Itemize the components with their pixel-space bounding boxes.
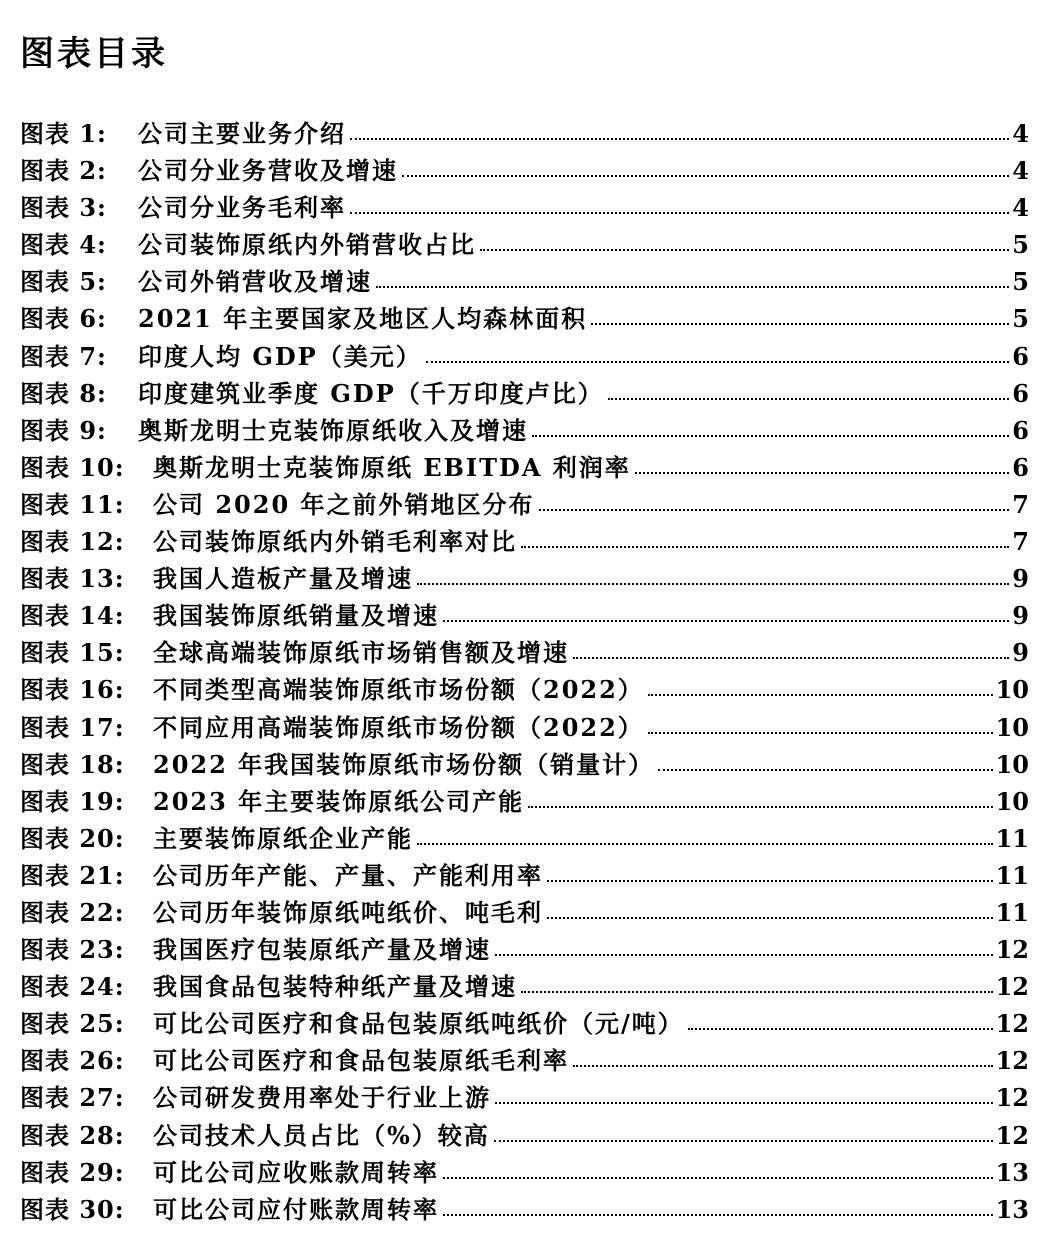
figure-title: 我国人造板产量及增速 xyxy=(153,564,413,594)
figure-title: 奥斯龙明士克装饰原纸 EBITDA 利润率 xyxy=(153,452,631,482)
dot-leader xyxy=(547,917,993,919)
figure-label: 图表 1: xyxy=(20,119,107,148)
dot-leader xyxy=(443,620,1009,622)
toc-entry[interactable] xyxy=(20,151,1029,188)
dot-leader xyxy=(532,435,1009,437)
figure-title: 主要装饰原纸企业产能 xyxy=(153,823,413,853)
page-number: 12 xyxy=(995,1120,1029,1150)
toc-entry[interactable] xyxy=(20,1116,1029,1153)
toc-entry[interactable] xyxy=(20,633,1029,670)
page-number: 7 xyxy=(1012,489,1029,519)
toc-entry[interactable] xyxy=(20,893,1029,930)
figure-title: 可比公司医疗和食品包装原纸毛利率 xyxy=(153,1046,569,1076)
dot-leader xyxy=(591,323,1009,325)
figure-title: 2021 年主要国家及地区人均森林面积 xyxy=(138,304,588,334)
dot-leader xyxy=(426,361,1010,363)
figure-label: 图表 2: xyxy=(20,156,107,186)
figure-label: 图表 25: xyxy=(20,1009,125,1039)
figure-label: 图表 24: xyxy=(20,972,125,1002)
dot-leader xyxy=(608,398,1010,400)
figure-label: 图表 26: xyxy=(20,1046,125,1076)
page-number: 6 xyxy=(1012,415,1029,445)
page-number: 5 xyxy=(1012,230,1029,260)
figure-title: 可比公司应收账款周转率 xyxy=(153,1157,439,1187)
dot-leader xyxy=(350,212,1009,214)
dot-leader xyxy=(648,732,993,734)
dot-leader xyxy=(350,138,1009,140)
page-number: 10 xyxy=(995,675,1029,705)
page-title: 图表目录 xyxy=(20,34,168,74)
figure-label: 图表 6: xyxy=(20,304,107,334)
dot-leader xyxy=(443,1214,993,1216)
dot-leader xyxy=(443,1177,993,1179)
page-number: 5 xyxy=(1012,267,1029,297)
figure-title: 不同类型高端装饰原纸市场份额（2022） xyxy=(153,675,644,705)
dot-leader xyxy=(480,249,1009,251)
page-number: 13 xyxy=(995,1194,1029,1224)
page-number: 12 xyxy=(995,1009,1029,1039)
page-number: 6 xyxy=(1012,341,1029,371)
page-number: 12 xyxy=(995,1083,1029,1113)
figure-title: 2022 年我国装饰原纸市场份额（销量计） xyxy=(153,749,655,779)
dot-leader xyxy=(573,657,1009,659)
toc-entry[interactable] xyxy=(20,745,1029,782)
figure-title: 印度建筑业季度 GDP（千万印度卢比） xyxy=(138,378,604,408)
dot-leader xyxy=(376,286,1009,288)
figure-title: 公司技术人员占比（%）较高 xyxy=(153,1120,490,1150)
figure-title: 印度人均 GDP（美元） xyxy=(138,341,422,371)
page-number: 10 xyxy=(995,712,1029,742)
toc-entry[interactable] xyxy=(20,485,1029,522)
page-number: 4 xyxy=(1012,193,1029,223)
figure-label: 图表 17: xyxy=(20,712,125,742)
dot-leader xyxy=(658,769,992,771)
figure-title: 我国食品包装特种纸产量及增速 xyxy=(153,972,517,1002)
dot-leader xyxy=(521,546,1009,548)
figure-title: 奥斯龙明士克装饰原纸收入及增速 xyxy=(138,415,528,445)
page-number: 10 xyxy=(995,749,1029,779)
figure-title: 公司分业务毛利率 xyxy=(138,193,346,223)
figure-title: 不同应用高端装饰原纸市场份额（2022） xyxy=(153,712,644,742)
dot-leader xyxy=(402,175,1009,177)
page-number: 11 xyxy=(995,860,1029,890)
toc-entry[interactable] xyxy=(20,411,1029,448)
page-number: 11 xyxy=(995,897,1029,927)
figure-label: 图表 12: xyxy=(20,527,125,557)
toc-entry[interactable] xyxy=(20,522,1029,559)
figure-label: 图表 15: xyxy=(20,638,125,668)
dot-leader xyxy=(539,509,1010,511)
toc-entry[interactable] xyxy=(20,262,1029,299)
figure-title: 公司历年产能、产量、产能利用率 xyxy=(153,860,543,890)
dot-leader xyxy=(417,843,993,845)
page-number: 5 xyxy=(1012,304,1029,334)
figure-title: 我国医疗包装原纸产量及增速 xyxy=(153,935,491,965)
figure-title: 我国装饰原纸销量及增速 xyxy=(153,601,439,631)
dot-leader xyxy=(648,694,993,696)
page-number: 11 xyxy=(995,823,1029,853)
toc-entry[interactable] xyxy=(20,337,1029,374)
toc-entry[interactable] xyxy=(20,1004,1029,1041)
figure-title: 公司装饰原纸内外销营收占比 xyxy=(138,230,476,260)
figure-label: 图表 21: xyxy=(20,860,125,890)
dot-leader xyxy=(521,991,993,993)
dot-leader xyxy=(494,1140,993,1142)
dot-leader xyxy=(635,472,1009,474)
toc-entry[interactable] xyxy=(20,559,1029,596)
toc-entry[interactable] xyxy=(20,448,1029,485)
page-number: 9 xyxy=(1012,638,1029,668)
figure-title: 可比公司应付账款周转率 xyxy=(153,1194,439,1224)
figure-label: 图表 10: xyxy=(20,452,125,482)
figure-label: 图表 22: xyxy=(20,897,125,927)
figure-title: 公司主要业务介绍 xyxy=(138,119,346,148)
toc-entry[interactable] xyxy=(20,1153,1029,1190)
figure-label: 图表 11: xyxy=(20,489,125,519)
page-number: 7 xyxy=(1012,527,1029,557)
dot-leader xyxy=(417,583,1009,585)
toc-entry[interactable] xyxy=(20,782,1029,819)
toc-entry[interactable] xyxy=(20,299,1029,336)
page-number: 9 xyxy=(1012,564,1029,594)
figure-label: 图表 7: xyxy=(20,341,107,371)
figure-label: 图表 30: xyxy=(20,1194,125,1224)
toc-entry[interactable] xyxy=(20,930,1029,967)
toc-entry[interactable] xyxy=(20,374,1029,411)
page-number: 4 xyxy=(1012,156,1029,186)
toc-entry[interactable] xyxy=(20,1078,1029,1115)
toc-entry[interactable] xyxy=(20,225,1029,262)
dot-leader xyxy=(573,1065,993,1067)
page-number: 10 xyxy=(995,786,1029,816)
page-number: 13 xyxy=(995,1157,1029,1187)
figure-label: 图表 3: xyxy=(20,193,107,223)
page-number: 9 xyxy=(1012,601,1029,631)
figure-label: 图表 27: xyxy=(20,1083,125,1113)
figure-title: 公司装饰原纸内外销毛利率对比 xyxy=(153,527,517,557)
figure-title: 公司外销营收及增速 xyxy=(138,267,372,297)
page-number: 4 xyxy=(1012,119,1029,148)
figure-title: 全球高端装饰原纸市场销售额及增速 xyxy=(153,638,569,668)
figure-index-list xyxy=(20,114,1029,1227)
figure-label: 图表 29: xyxy=(20,1157,125,1187)
figure-label: 图表 8: xyxy=(20,378,107,408)
toc-entry[interactable] xyxy=(20,114,1029,151)
dot-leader xyxy=(528,806,992,808)
toc-entry[interactable] xyxy=(20,670,1029,707)
figure-title: 可比公司医疗和食品包装原纸吨纸价（元/吨） xyxy=(153,1009,684,1039)
figure-label: 图表 19: xyxy=(20,786,125,816)
toc-entry[interactable] xyxy=(20,856,1029,893)
dot-leader xyxy=(688,1028,993,1030)
figure-label: 图表 5: xyxy=(20,267,107,297)
figure-label: 图表 14: xyxy=(20,601,125,631)
toc-entry[interactable] xyxy=(20,819,1029,856)
dot-leader xyxy=(547,880,993,882)
page-number: 6 xyxy=(1012,378,1029,408)
figure-label: 图表 18: xyxy=(20,749,125,779)
page-number: 12 xyxy=(995,1046,1029,1076)
figure-label: 图表 9: xyxy=(20,415,107,445)
page-number: 12 xyxy=(995,935,1029,965)
toc-entry[interactable] xyxy=(20,188,1029,225)
figure-label: 图表 13: xyxy=(20,564,125,594)
page-number: 12 xyxy=(995,972,1029,1002)
figure-title: 公司分业务营收及增速 xyxy=(138,156,398,186)
dot-leader xyxy=(495,954,993,956)
figure-title: 公司 2020 年之前外销地区分布 xyxy=(153,489,535,519)
toc-entry[interactable] xyxy=(20,1041,1029,1078)
figure-label: 图表 20: xyxy=(20,823,125,853)
figure-title: 公司研发费用率处于行业上游 xyxy=(153,1083,491,1113)
figure-label: 图表 28: xyxy=(20,1120,125,1150)
figure-title: 公司历年装饰原纸吨纸价、吨毛利 xyxy=(153,897,543,927)
figure-title: 2023 年主要装饰原纸公司产能 xyxy=(153,786,525,816)
toc-entry[interactable] xyxy=(20,1190,1029,1227)
page-number: 6 xyxy=(1012,452,1029,482)
figure-label: 图表 16: xyxy=(20,675,125,705)
figure-label: 图表 23: xyxy=(20,935,125,965)
toc-entry[interactable] xyxy=(20,967,1029,1004)
toc-entry[interactable] xyxy=(20,708,1029,745)
toc-entry[interactable] xyxy=(20,596,1029,633)
dot-leader xyxy=(495,1102,993,1104)
figure-label: 图表 4: xyxy=(20,230,107,260)
